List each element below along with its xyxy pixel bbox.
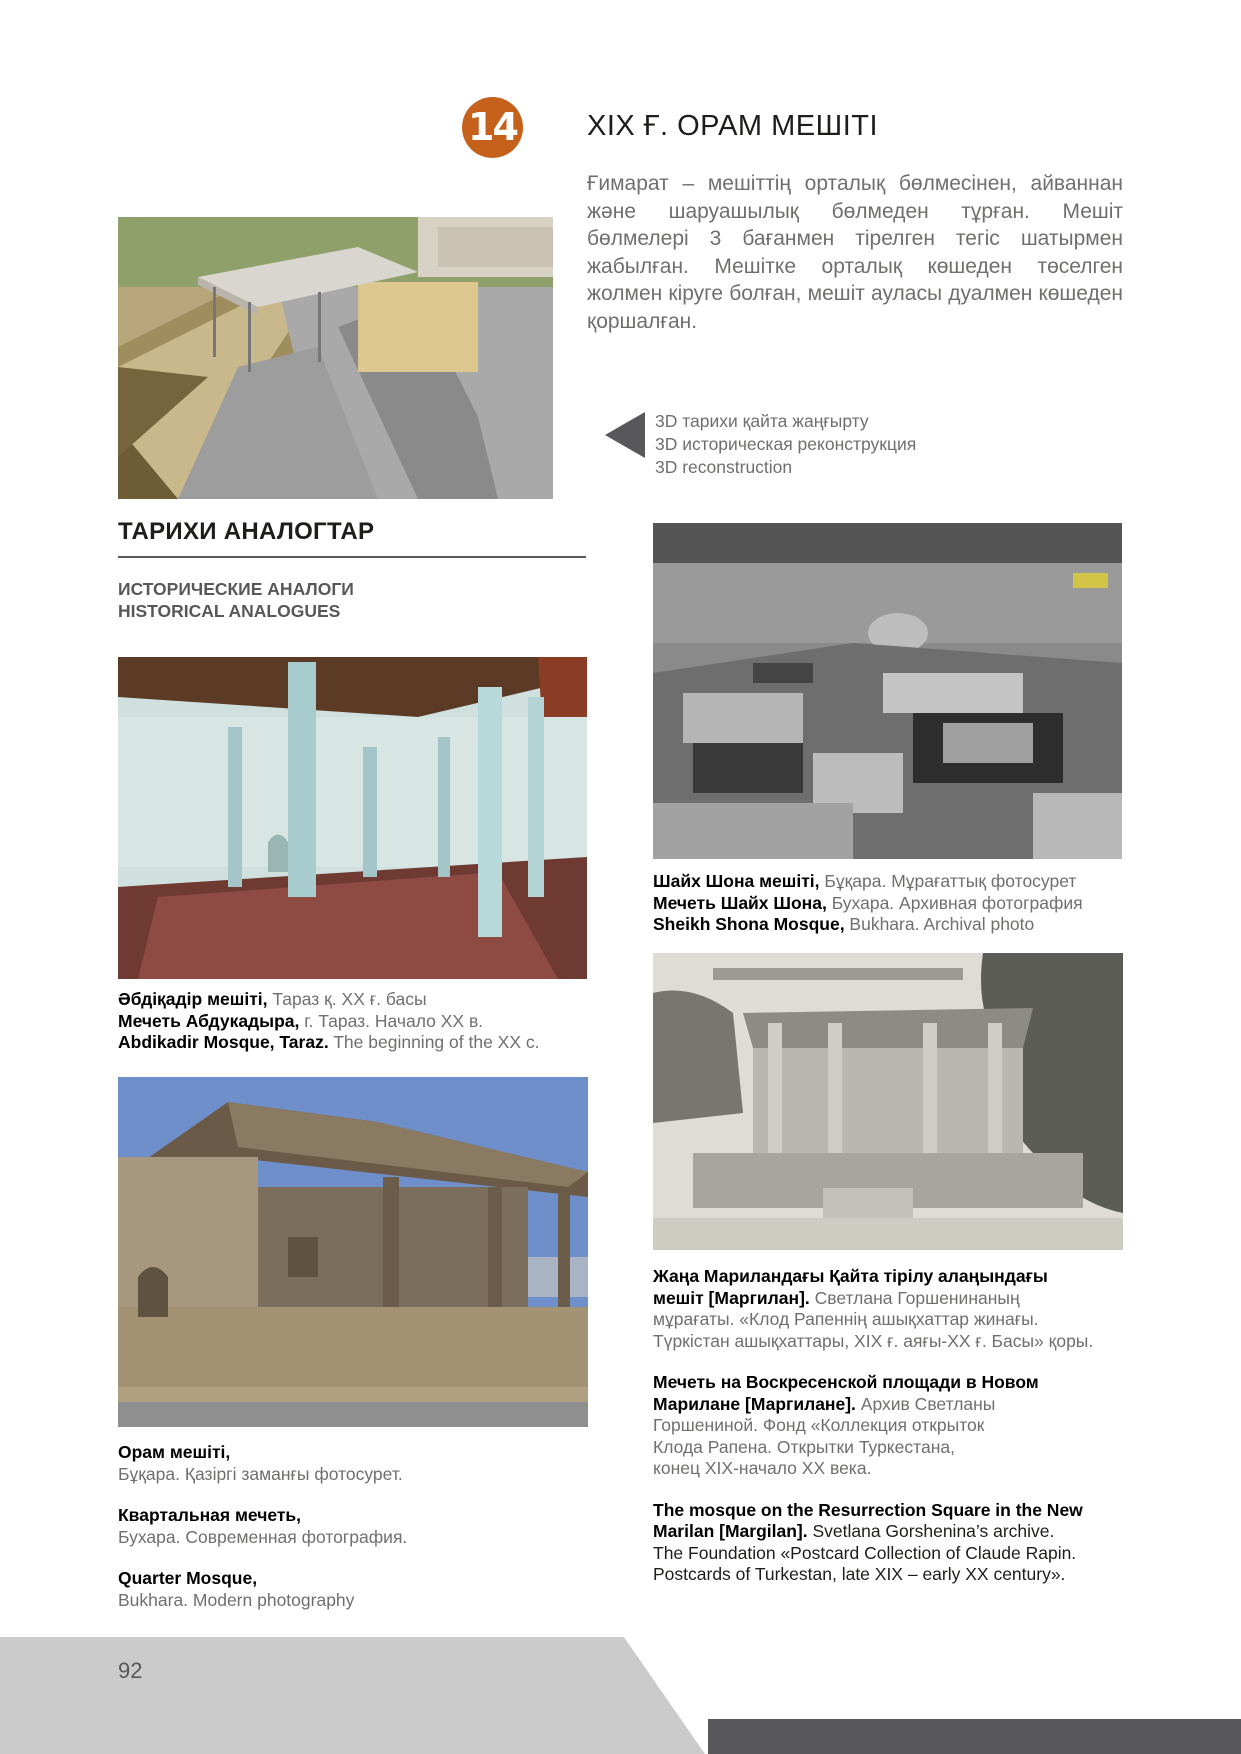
caption-bold: Мечеть Абдукадыра, <box>118 1010 300 1031</box>
chapter-number-badge: 14 <box>462 97 523 158</box>
caption-text: Бұқара. Қазіргі заманғы фотосурет. <box>118 1463 403 1484</box>
caption-text: Түркістан ашықхаттары, XIX ғ. аяғы-ХХ ғ. Басы» қоры. <box>653 1330 1094 1351</box>
caption-bold: Орам мешіті, <box>118 1442 231 1462</box>
caption-text: г. Тараз. Начало ХХ в. <box>299 1010 484 1031</box>
reconstruction-3d-image <box>118 217 553 499</box>
caption-text: Клода Рапена. Открытки Туркестана, <box>653 1436 955 1457</box>
caption-text: Тараз қ. ХХ ғ. басы <box>267 989 427 1009</box>
caption-text: Bukhara. Modern photography <box>118 1589 355 1610</box>
caption-text: Бухара. Архивная фотография <box>826 892 1083 913</box>
caption-bold: Марилане [Маргилане]. <box>653 1393 856 1414</box>
caption-bold: Мечеть на Воскресенской площади в Новом <box>653 1372 1039 1392</box>
margilan-caption <box>653 1266 1093 1586</box>
page-title: XIX Ғ. ОРАМ МЕШІТІ <box>587 110 879 142</box>
section-subtitle <box>118 578 354 622</box>
section-subtitle-ru: ИСТОРИЧЕСКИЕ АНАЛОГИ <box>118 579 354 599</box>
section-title: ТАРИХИ АНАЛОГТАР <box>118 518 375 545</box>
reconstruction-caption <box>655 410 916 479</box>
abdikadir-caption <box>118 989 539 1054</box>
caption-bold: Жаңа Мариландағы Қайта тірілу алаңындағы <box>653 1266 1048 1286</box>
pointer-triangle-icon <box>605 412 645 458</box>
intro-paragraph: Ғимарат – мешіттің орталық бөлмесінен, айваннан және шаруашылық бөлмеден тұрған. Мешіт бөлмелері 3 бағанмен тірелген тегіс шатырмен жабылған. Мешітке орталық көшеден төселген жолмен кіруге болған, мешіт ауласы дуалмен көшеден қоршалған. <box>587 172 1123 333</box>
caption-bold: Quarter Mosque, <box>118 1568 258 1588</box>
oram-caption <box>118 1442 407 1611</box>
caption-text: Бухара. Современная фотография. <box>118 1526 408 1547</box>
caption-bold: Квартальная мечеть, <box>118 1505 302 1525</box>
caption-text: Bukhara. Archival photo <box>844 914 1035 934</box>
section-subtitle-en: HISTORICAL ANALOGUES <box>118 601 341 621</box>
reconstruction-caption-en: 3D reconstruction <box>655 457 793 477</box>
caption-bold: Abdikadir Mosque, Taraz. <box>118 1032 329 1052</box>
caption-text: Горшениной. Фонд «Коллекция открыток <box>653 1415 985 1435</box>
abdikadir-mosque-photo <box>118 657 587 979</box>
caption-bold: Sheikh Shona Mosque, <box>653 914 845 934</box>
caption-text: Svetlana Gorshenina’s archive. <box>807 1521 1055 1541</box>
section-divider <box>118 556 586 558</box>
caption-text: The beginning of the XX c. <box>328 1032 540 1052</box>
caption-bold: The mosque on the Resurrection Square in the New <box>653 1499 1083 1520</box>
sheikh-shona-caption <box>653 871 1083 936</box>
reconstruction-caption-kz: 3D тарихи қайта жаңғырту <box>655 411 869 431</box>
caption-text: Архив Светланы <box>855 1393 996 1414</box>
reconstruction-caption-ru: 3D историческая реконструкция <box>655 434 917 454</box>
caption-text: конец XIX-начало XX века. <box>653 1458 872 1478</box>
caption-text: Бұқара. Мұрағаттық фотосурет <box>819 871 1077 891</box>
margilan-mosque-postcard <box>653 953 1123 1250</box>
oram-mosque-photo <box>118 1077 588 1427</box>
caption-text: The Foundation «Postcard Collection of Claude Rapin. <box>653 1542 1077 1563</box>
caption-bold: Marilan [Margilan]. <box>653 1521 808 1541</box>
caption-bold: Әбдіқадір мешіті, <box>118 989 268 1009</box>
caption-text: Светлана Горшенинаның <box>809 1287 1020 1308</box>
sheikh-shona-mosque-photo <box>653 523 1122 859</box>
footer-band <box>0 1637 705 1754</box>
caption-bold: мешіт [Маргилан]. <box>653 1287 810 1308</box>
page-number: 92 <box>118 1658 143 1683</box>
caption-text: Postcards of Turkestan, late XIX – early XX century». <box>653 1564 1066 1584</box>
footer-dark-bar <box>708 1719 1241 1754</box>
caption-text: мұрағаты. «Клод Рапеннің ашықхаттар жинағы. <box>653 1309 1039 1329</box>
caption-bold: Шайх Шона мешіті, <box>653 871 820 891</box>
caption-bold: Мечеть Шайх Шона, <box>653 892 827 913</box>
